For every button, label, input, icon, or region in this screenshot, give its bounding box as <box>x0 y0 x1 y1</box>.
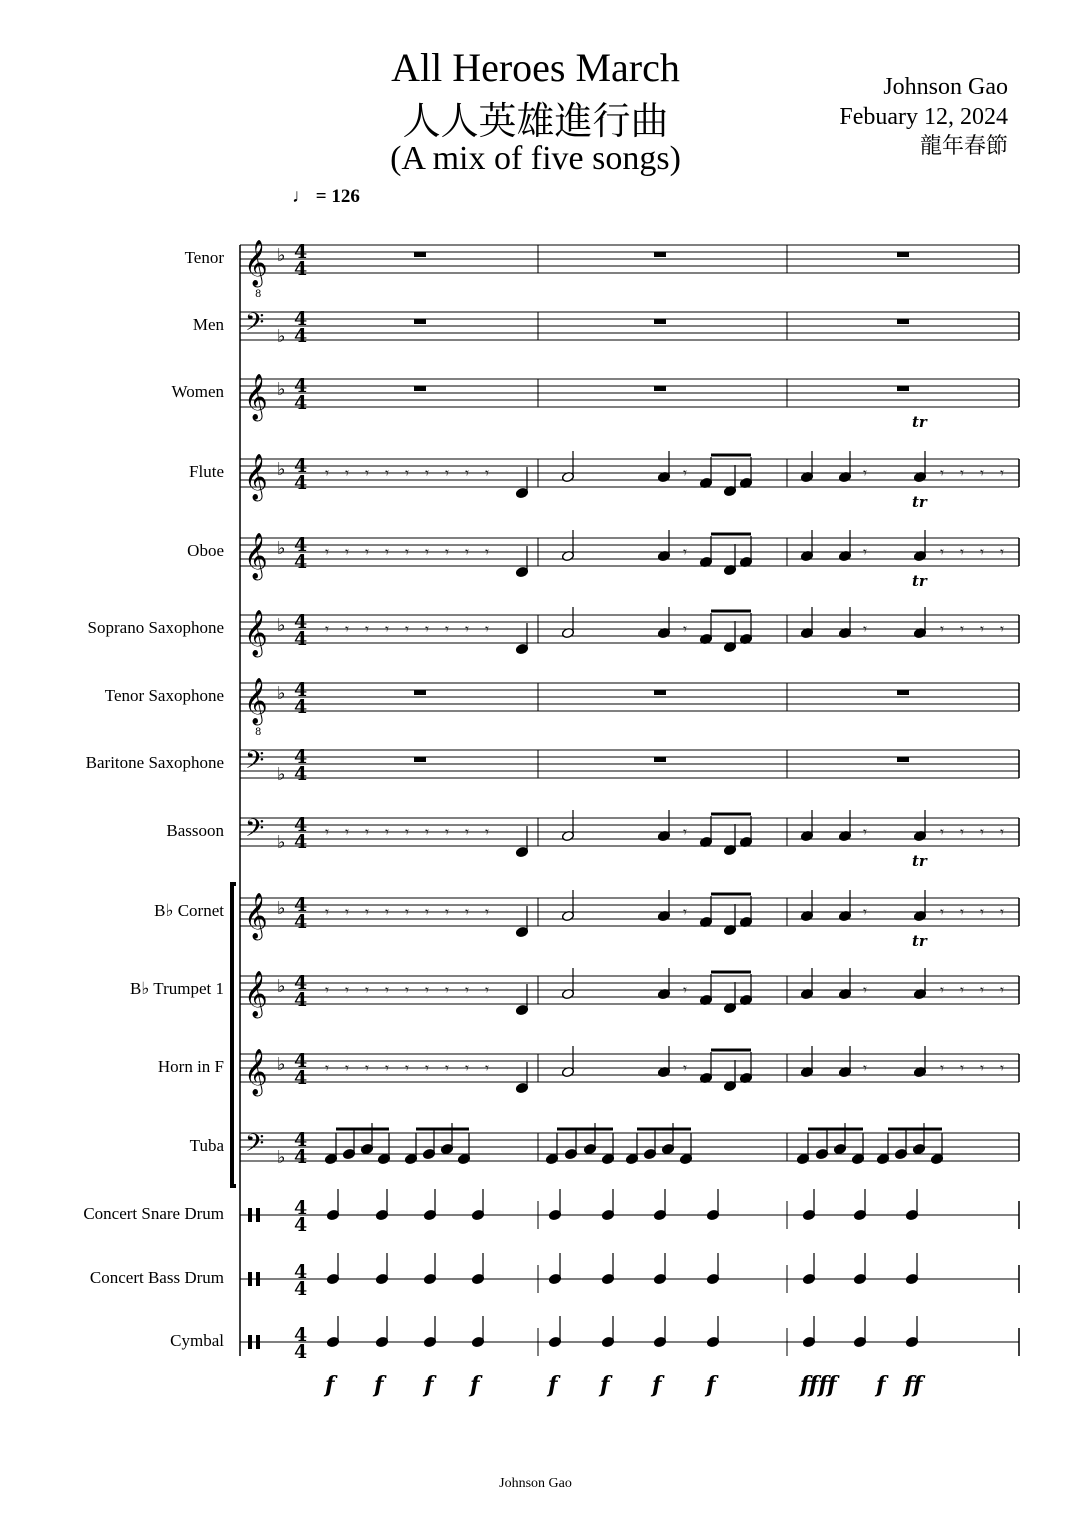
eighth-rest: 𝄾 <box>325 823 329 841</box>
eighth-rest: 𝄾 <box>445 823 449 841</box>
eighth-rest: 𝄾 <box>365 464 369 482</box>
eighth-rest: 𝄾 <box>405 620 409 638</box>
eighth-rest: 𝄾 <box>485 903 489 921</box>
eighth-rest: 𝄾 <box>445 543 449 561</box>
time-signature-top: 4 <box>294 375 308 397</box>
instrument-name: Oboe <box>187 541 224 560</box>
eighth-rest: 𝄾 <box>940 981 944 999</box>
eighth-rest: 𝄾 <box>365 981 369 999</box>
eighth-rest: 𝄾 <box>345 464 349 482</box>
eighth-rest: 𝄾 <box>425 464 429 482</box>
time-signature-bottom: 4 <box>294 1214 308 1236</box>
eighth-rest: 𝄾 <box>465 620 469 638</box>
eighth-rest: 𝄾 <box>1000 823 1004 841</box>
dynamic-mark: f <box>374 1372 384 1398</box>
eighth-rest: 𝄾 <box>960 823 964 841</box>
staff-cymbal <box>240 1328 1019 1356</box>
instrument-name: Bassoon <box>166 821 224 840</box>
time-signature-top: 4 <box>294 1324 308 1346</box>
dynamic-mark: f <box>706 1372 716 1398</box>
eighth-rest: 𝄾 <box>863 903 867 921</box>
eighth-rest: 𝄾 <box>425 543 429 561</box>
time-signature-top: 4 <box>294 1129 308 1151</box>
eighth-rest: 𝄾 <box>345 981 349 999</box>
instrument-name: Soprano Saxophone <box>87 618 224 637</box>
eighth-rest: 𝄾 <box>385 981 389 999</box>
bass-clef-icon: 𝄢 <box>245 308 265 343</box>
time-signature-bottom: 4 <box>294 258 308 280</box>
trill-mark: tr <box>912 572 927 590</box>
score-subtitle: (A mix of five songs) <box>390 140 681 177</box>
eighth-rest: 𝄾 <box>980 464 984 482</box>
time-signature-top: 4 <box>294 894 308 916</box>
eighth-rest: 𝄾 <box>345 823 349 841</box>
eighth-rest: 𝄾 <box>940 1059 944 1077</box>
eighth-rest: 𝄾 <box>940 620 944 638</box>
time-signature-bottom: 4 <box>294 1146 308 1168</box>
eighth-rest: 𝄾 <box>960 903 964 921</box>
instrument-name: Men <box>192 315 224 334</box>
key-flat: ♭ <box>277 898 286 919</box>
eighth-rest: 𝄾 <box>385 620 389 638</box>
eighth-rest: 𝄾 <box>485 823 489 841</box>
eighth-rest: 𝄾 <box>445 903 449 921</box>
eighth-rest: 𝄾 <box>405 981 409 999</box>
time-signature-bottom: 4 <box>294 831 308 853</box>
key-flat: ♭ <box>277 1054 286 1075</box>
key-flat: ♭ <box>277 459 286 480</box>
octave-mark: 8 <box>255 727 262 738</box>
eighth-rest: 𝄾 <box>325 903 329 921</box>
eighth-rest: 𝄾 <box>365 903 369 921</box>
eighth-rest: 𝄾 <box>980 903 984 921</box>
staff-concert-bass-drum <box>240 1265 1019 1293</box>
whole-rest <box>414 690 426 695</box>
dynamic-mark: f <box>652 1372 662 1398</box>
instrument-name: Women <box>171 382 224 401</box>
eighth-rest: 𝄾 <box>445 464 449 482</box>
score-title: All Heroes March <box>391 45 680 90</box>
time-signature-bottom: 4 <box>294 628 308 650</box>
time-signature-bottom: 4 <box>294 989 308 1011</box>
whole-rest <box>414 319 426 324</box>
time-signature-top: 4 <box>294 1261 308 1283</box>
eighth-rest: 𝄾 <box>960 1059 964 1077</box>
trill-mark: tr <box>912 413 927 431</box>
time-signature-top: 4 <box>294 746 308 768</box>
staff-concert-snare-drum <box>240 1201 1019 1229</box>
eighth-rest: 𝄾 <box>980 620 984 638</box>
eighth-rest: 𝄾 <box>960 464 964 482</box>
staff-b-cornet <box>240 898 1019 926</box>
key-flat: ♭ <box>277 379 286 400</box>
dynamic-mark: ffff <box>800 1372 837 1398</box>
staff-women <box>240 379 1019 407</box>
whole-rest <box>414 252 426 257</box>
composer: Johnson Gao <box>883 74 1008 100</box>
whole-rest <box>897 319 909 324</box>
whole-rest <box>414 757 426 762</box>
whole-rest <box>897 690 909 695</box>
eighth-rest: 𝄾 <box>1000 620 1004 638</box>
staff-oboe <box>240 538 1019 566</box>
eighth-rest: 𝄾 <box>405 823 409 841</box>
eighth-rest: 𝄾 <box>683 1059 687 1077</box>
eighth-rest: 𝄾 <box>960 620 964 638</box>
staff-bassoon <box>240 818 1019 846</box>
key-flat: ♭ <box>277 326 286 347</box>
time-signature-bottom: 4 <box>294 551 308 573</box>
eighth-rest: 𝄾 <box>325 981 329 999</box>
eighth-rest: 𝄾 <box>465 543 469 561</box>
treble-clef-icon: 𝄞 <box>244 533 268 579</box>
eighth-rest: 𝄾 <box>863 981 867 999</box>
treble-clef-icon: 𝄞 <box>244 610 268 656</box>
whole-rest <box>897 386 909 391</box>
eighth-rest: 𝄾 <box>365 543 369 561</box>
instrument-name: Horn in F <box>157 1057 224 1076</box>
composition-date: Febuary 12, 2024 <box>839 104 1008 130</box>
page-footer: Johnson Gao <box>499 1476 572 1491</box>
eighth-rest: 𝄾 <box>465 1059 469 1077</box>
eighth-rest: 𝄾 <box>980 981 984 999</box>
key-flat: ♭ <box>277 764 286 785</box>
staff-men <box>240 312 1019 340</box>
eighth-rest: 𝄾 <box>425 620 429 638</box>
brass-bracket <box>232 884 236 1186</box>
eighth-rest: 𝄾 <box>325 1059 329 1077</box>
composition-note: 龍年春節 <box>919 134 1008 159</box>
dynamic-mark: f <box>548 1372 558 1398</box>
score-title-chinese: 人人英雄進行曲 <box>402 99 669 143</box>
time-signature-top: 4 <box>294 679 308 701</box>
eighth-rest: 𝄾 <box>405 903 409 921</box>
eighth-rest: 𝄾 <box>385 1059 389 1077</box>
eighth-rest: 𝄾 <box>960 981 964 999</box>
time-signature-top: 4 <box>294 972 308 994</box>
eighth-rest: 𝄾 <box>345 620 349 638</box>
eighth-rest: 𝄾 <box>863 823 867 841</box>
whole-rest <box>897 757 909 762</box>
time-signature-bottom: 4 <box>294 1067 308 1089</box>
time-signature-bottom: 4 <box>294 472 308 494</box>
staff-horn-in-f <box>240 1054 1019 1082</box>
treble-clef-icon: 𝄞 <box>244 971 268 1017</box>
eighth-rest: 𝄾 <box>405 1059 409 1077</box>
staff-tenor <box>240 245 1019 273</box>
trill-mark: tr <box>912 852 927 870</box>
eighth-rest: 𝄾 <box>863 1059 867 1077</box>
eighth-rest: 𝄾 <box>365 1059 369 1077</box>
key-flat: ♭ <box>277 615 286 636</box>
eighth-rest: 𝄾 <box>485 620 489 638</box>
instrument-name: Tuba <box>189 1136 224 1155</box>
eighth-rest: 𝄾 <box>485 1059 489 1077</box>
time-signature-bottom: 4 <box>294 763 308 785</box>
time-signature-top: 4 <box>294 1050 308 1072</box>
eighth-rest: 𝄾 <box>1000 981 1004 999</box>
eighth-rest: 𝄾 <box>1000 1059 1004 1077</box>
time-signature-bottom: 4 <box>294 696 308 718</box>
staff-soprano-saxophone <box>240 615 1019 643</box>
dynamic-mark: f <box>876 1372 886 1398</box>
time-signature-top: 4 <box>294 814 308 836</box>
eighth-rest: 𝄾 <box>425 823 429 841</box>
key-flat: ♭ <box>277 832 286 853</box>
eighth-rest: 𝄾 <box>940 823 944 841</box>
eighth-rest: 𝄾 <box>980 543 984 561</box>
staff-flute <box>240 459 1019 487</box>
trill-mark: tr <box>912 932 927 950</box>
eighth-rest: 𝄾 <box>405 543 409 561</box>
instrument-name: Flute <box>189 462 224 481</box>
eighth-rest: 𝄾 <box>683 903 687 921</box>
eighth-rest: 𝄾 <box>465 981 469 999</box>
time-signature-top: 4 <box>294 308 308 330</box>
whole-rest <box>654 386 666 391</box>
time-signature-bottom: 4 <box>294 911 308 933</box>
staff-b-trumpet-1 <box>240 976 1019 1004</box>
instrument-name: Baritone Saxophone <box>85 753 224 772</box>
whole-rest <box>654 757 666 762</box>
eighth-rest: 𝄾 <box>365 620 369 638</box>
eighth-rest: 𝄾 <box>445 620 449 638</box>
eighth-rest: 𝄾 <box>325 620 329 638</box>
eighth-rest: 𝄾 <box>385 903 389 921</box>
dynamic-mark: f <box>470 1372 480 1398</box>
eighth-rest: 𝄾 <box>980 823 984 841</box>
instrument-name: B♭ Cornet <box>154 901 224 920</box>
staff-tenor-saxophone <box>240 683 1019 711</box>
time-signature-top: 4 <box>294 1197 308 1219</box>
treble-clef-icon: 𝄞 <box>244 454 268 500</box>
key-flat: ♭ <box>277 245 286 266</box>
eighth-rest: 𝄾 <box>683 620 687 638</box>
dynamic-mark: f <box>600 1372 610 1398</box>
time-signature-bottom: 4 <box>294 392 308 414</box>
key-flat: ♭ <box>277 976 286 997</box>
eighth-rest: 𝄾 <box>485 543 489 561</box>
bass-clef-icon: 𝄢 <box>245 814 265 849</box>
eighth-rest: 𝄾 <box>485 464 489 482</box>
eighth-rest: 𝄾 <box>405 464 409 482</box>
eighth-rest: 𝄾 <box>345 543 349 561</box>
dynamic-mark: ff <box>904 1372 923 1398</box>
octave-mark: 8 <box>255 289 262 300</box>
eighth-rest: 𝄾 <box>1000 464 1004 482</box>
eighth-rest: 𝄾 <box>465 823 469 841</box>
eighth-rest: 𝄾 <box>445 1059 449 1077</box>
whole-rest <box>654 252 666 257</box>
time-signature-top: 4 <box>294 241 308 263</box>
eighth-rest: 𝄾 <box>325 464 329 482</box>
instrument-name: Concert Snare Drum <box>83 1204 224 1223</box>
trill-mark: tr <box>912 493 927 511</box>
eighth-rest: 𝄾 <box>365 823 369 841</box>
bass-clef-icon: 𝄢 <box>245 746 265 781</box>
dynamic-mark: f <box>325 1372 335 1398</box>
eighth-rest: 𝄾 <box>960 543 964 561</box>
eighth-rest: 𝄾 <box>1000 543 1004 561</box>
time-signature-bottom: 4 <box>294 1341 308 1363</box>
eighth-rest: 𝄾 <box>425 903 429 921</box>
eighth-rest: 𝄾 <box>425 981 429 999</box>
treble-clef-icon: 𝄞 <box>244 678 268 724</box>
eighth-rest: 𝄾 <box>485 981 489 999</box>
instrument-name: Tenor Saxophone <box>104 686 224 705</box>
whole-rest <box>654 319 666 324</box>
eighth-rest: 𝄾 <box>325 543 329 561</box>
eighth-rest: 𝄾 <box>940 903 944 921</box>
instrument-name: B♭ Trumpet 1 <box>130 979 224 998</box>
eighth-rest: 𝄾 <box>445 981 449 999</box>
treble-clef-icon: 𝄞 <box>244 893 268 939</box>
treble-clef-icon: 𝄞 <box>244 240 268 286</box>
eighth-rest: 𝄾 <box>465 903 469 921</box>
eighth-rest: 𝄾 <box>863 464 867 482</box>
eighth-rest: 𝄾 <box>345 903 349 921</box>
treble-clef-icon: 𝄞 <box>244 1049 268 1095</box>
eighth-rest: 𝄾 <box>980 1059 984 1077</box>
key-flat: ♭ <box>277 1147 286 1168</box>
time-signature-top: 4 <box>294 455 308 477</box>
tempo-value: = 126 <box>315 186 360 207</box>
whole-rest <box>897 252 909 257</box>
eighth-rest: 𝄾 <box>385 464 389 482</box>
eighth-rest: 𝄾 <box>385 823 389 841</box>
quarter-note-icon: ♩ <box>292 186 311 207</box>
eighth-rest: 𝄾 <box>425 1059 429 1077</box>
bass-clef-icon: 𝄢 <box>245 1129 265 1164</box>
dynamic-mark: f <box>424 1372 434 1398</box>
eighth-rest: 𝄾 <box>683 464 687 482</box>
key-flat: ♭ <box>277 683 286 704</box>
whole-rest <box>414 386 426 391</box>
eighth-rest: 𝄾 <box>385 543 389 561</box>
eighth-rest: 𝄾 <box>940 464 944 482</box>
eighth-rest: 𝄾 <box>863 620 867 638</box>
instrument-name: Cymbal <box>170 1331 224 1350</box>
staff-baritone-saxophone <box>240 750 1019 778</box>
whole-rest <box>654 690 666 695</box>
eighth-rest: 𝄾 <box>465 464 469 482</box>
eighth-rest: 𝄾 <box>683 543 687 561</box>
time-signature-top: 4 <box>294 611 308 633</box>
eighth-rest: 𝄾 <box>683 823 687 841</box>
key-flat: ♭ <box>277 538 286 559</box>
time-signature-top: 4 <box>294 534 308 556</box>
instrument-name: Concert Bass Drum <box>89 1268 224 1287</box>
eighth-rest: 𝄾 <box>863 543 867 561</box>
eighth-rest: 𝄾 <box>683 981 687 999</box>
instrument-name: Tenor <box>184 248 224 267</box>
time-signature-bottom: 4 <box>294 1278 308 1300</box>
treble-clef-icon: 𝄞 <box>244 374 268 420</box>
eighth-rest: 𝄾 <box>1000 903 1004 921</box>
time-signature-bottom: 4 <box>294 325 308 347</box>
eighth-rest: 𝄾 <box>940 543 944 561</box>
eighth-rest: 𝄾 <box>345 1059 349 1077</box>
